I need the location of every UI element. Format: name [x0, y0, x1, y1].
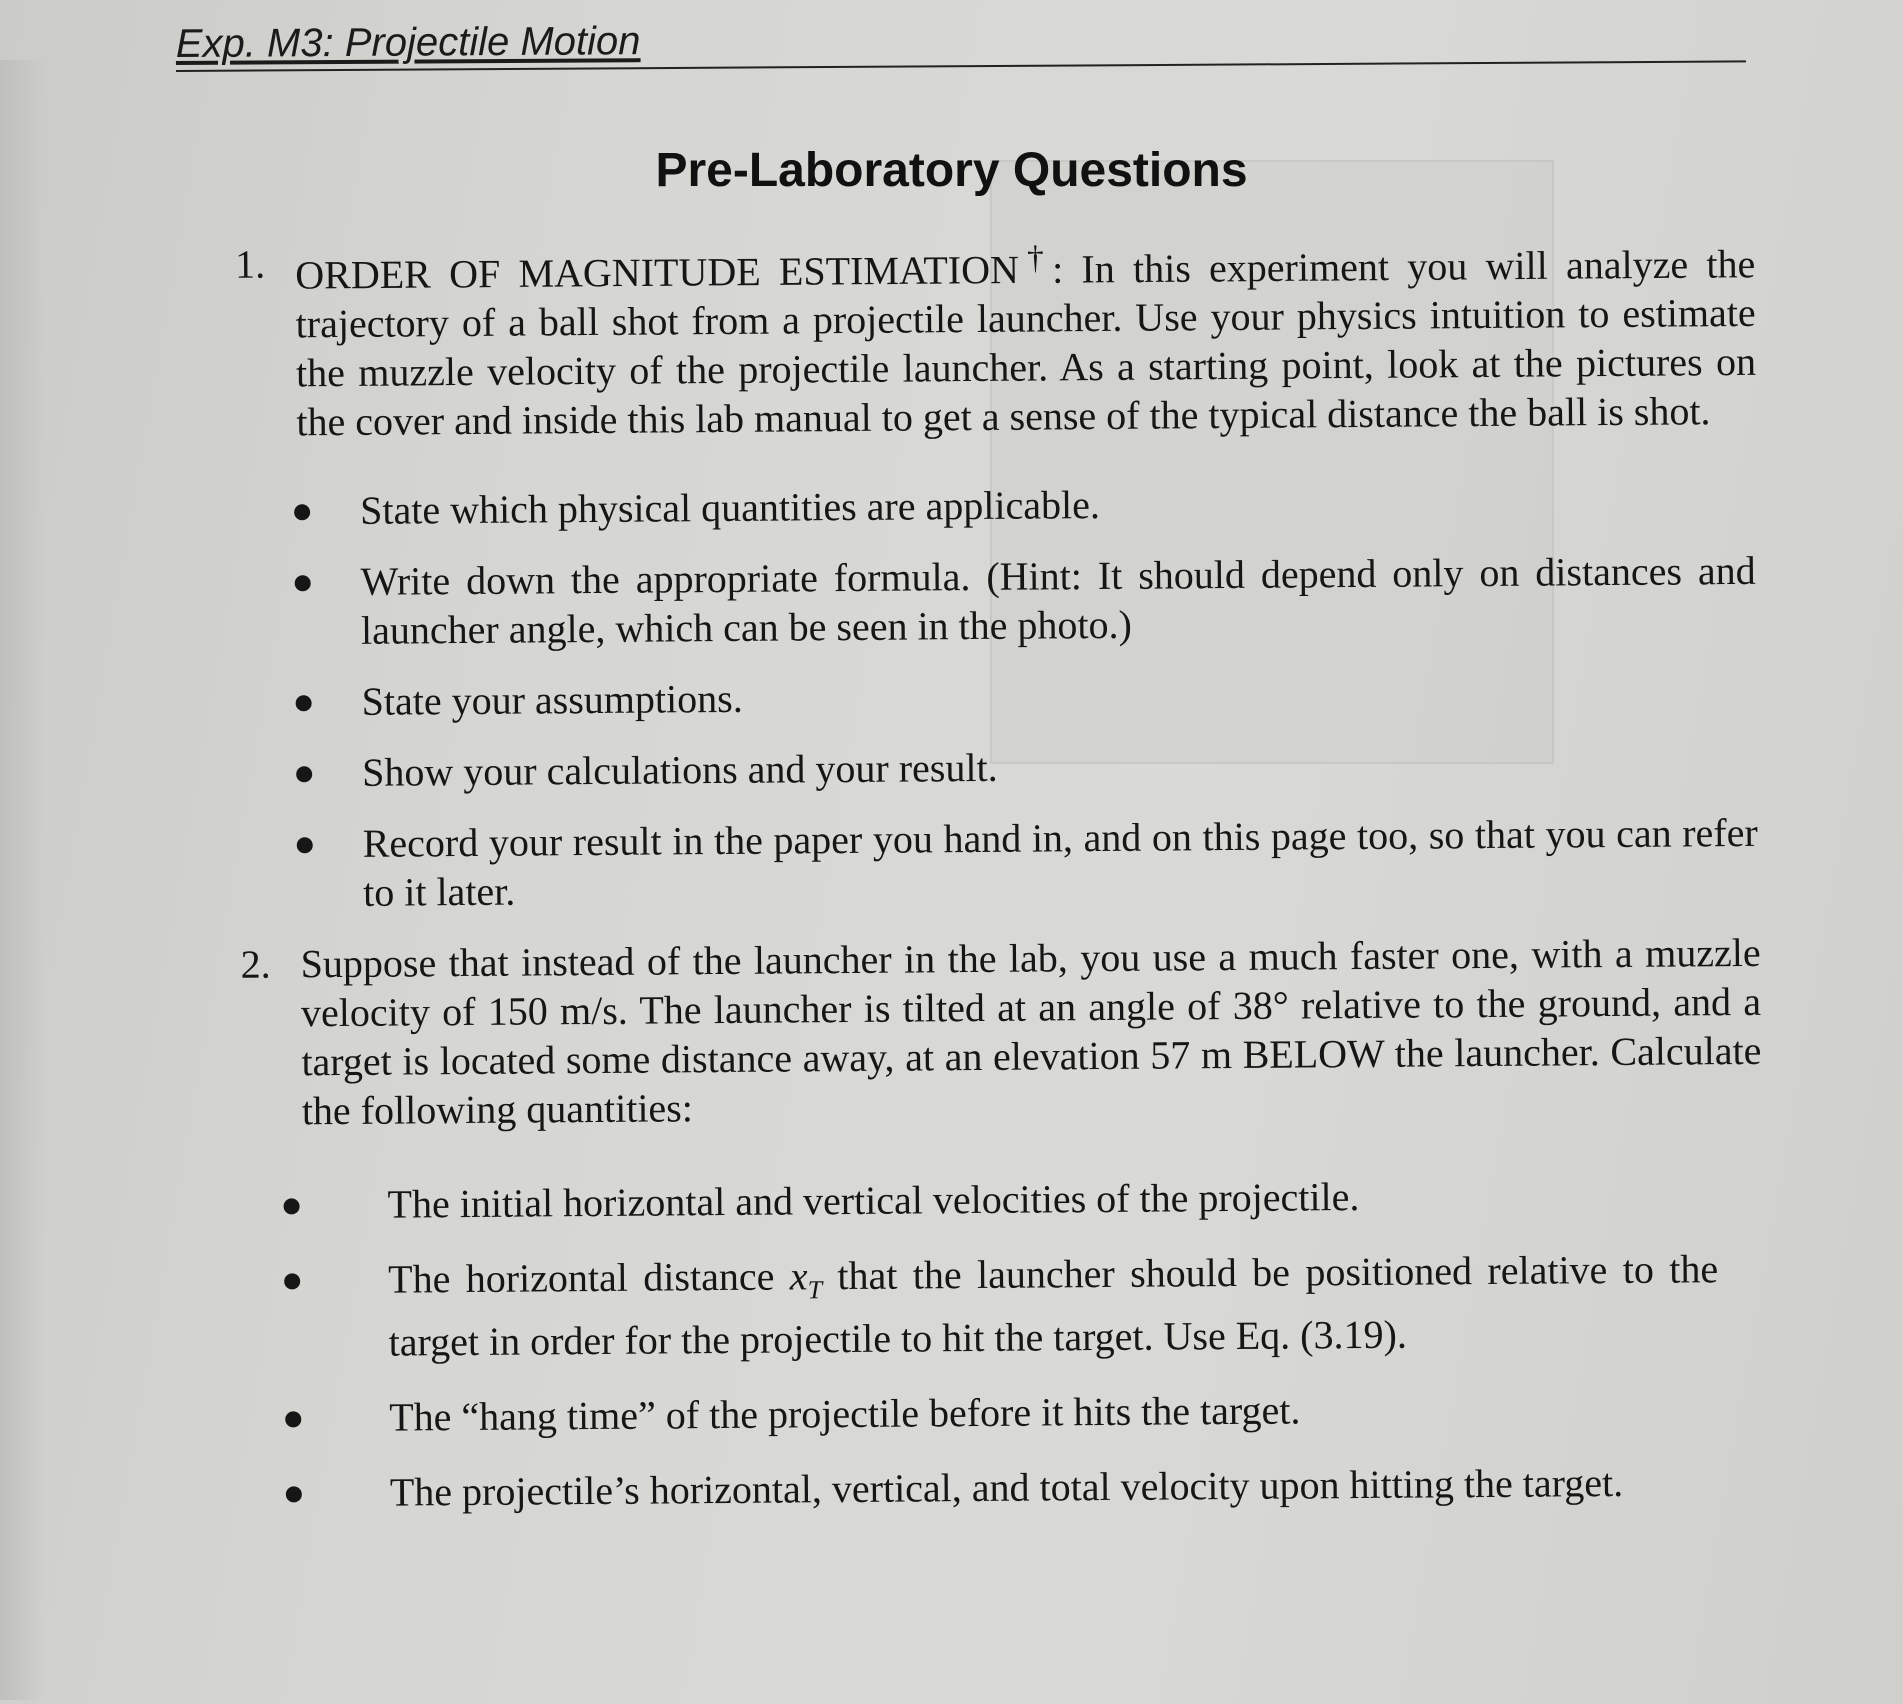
list-item	[296, 737, 1774, 798]
question-2-bullets	[217, 1169, 1780, 1518]
list-item	[295, 666, 1773, 727]
footnote-mark: †	[1018, 239, 1053, 277]
question-text	[295, 228, 1757, 447]
bullet-icon	[286, 1487, 302, 1503]
bullet-icon	[297, 838, 313, 854]
question-number: 1.	[235, 241, 266, 287]
bullet-text-part: The horizontal distance	[387, 1253, 790, 1302]
page-header	[176, 12, 1746, 72]
variable-symbol: x	[789, 1253, 808, 1299]
question-1-bullets	[212, 475, 1775, 918]
question-1	[210, 228, 1772, 448]
experiment-title: Exp. M3: Projectile Motion	[175, 19, 641, 67]
list-item	[283, 1169, 1777, 1230]
bullet-text	[388, 1245, 1719, 1367]
math-variable	[789, 1253, 823, 1305]
page-margin-shadow	[0, 60, 45, 1700]
bullet-text: The projectile’s horizontal, vertical, and total velocity upon hitting the target.	[389, 1460, 1624, 1515]
bullet-icon	[294, 505, 310, 521]
bullet-icon	[295, 576, 311, 592]
bullet-text: Record your result in the paper you hand in, and on this page too, so that you can refer to it later.	[362, 810, 1758, 916]
list-item	[284, 1244, 1779, 1368]
question-2	[216, 928, 1777, 1136]
bullet-text: State which physical quantities are applicable.	[359, 482, 1101, 534]
bullet-icon	[285, 1412, 301, 1428]
question-label: ORDER OF MAGNITUDE ESTIMATION	[295, 246, 1020, 298]
list-item	[297, 808, 1776, 918]
list-item	[294, 475, 1772, 536]
section-title: Pre-Laboratory Questions	[655, 144, 1248, 197]
bullet-text: Show your calculations and your result.	[362, 745, 998, 796]
bullet-icon	[296, 696, 312, 712]
bullet-icon	[284, 1274, 300, 1290]
bullet-icon	[284, 1199, 300, 1215]
list-item	[286, 1457, 1780, 1518]
bullet-icon	[296, 767, 312, 783]
question-number: 2.	[240, 941, 271, 988]
list-item	[294, 546, 1773, 656]
bullet-text: Write down the appropriate formula. (Hint: It should depend only on distances and launcher angle, which can be seen in the photo.)	[360, 548, 1756, 654]
bullet-text: The “hang time” of the projectile before it hits the target.	[389, 1387, 1301, 1440]
question-text: Suppose that instead of the launcher in the lab, you use a much faster one, with a muzzle velocity of 150 m/s. The launcher is tilted at an angle of 38° relative to the ground, and a target is located some distance away, at an elevation 57 m BELOW the launcher. Calculate the following quantities:	[300, 930, 1762, 1134]
bullet-text-part: that the launcher should be positioned relative to the target in order for the projectile to hit the target. Use Eq. (3.19).	[388, 1246, 1719, 1365]
question-body: : In this experiment you will analyze the trajectory of a ball shot from a projectile launcher. Use your physics intuition to estimate the muzzle velocity of the projectile launcher. As a starting point, look at the pictures on the cover and inside this lab manual to get a sense of the typical distance the ball is shot.	[295, 241, 1757, 445]
bullet-text: The initial horizontal and vertical velocities of the projectile.	[387, 1174, 1360, 1227]
variable-subscript: T	[807, 1275, 823, 1305]
questions-content	[210, 228, 1780, 1545]
list-item	[285, 1382, 1779, 1443]
bullet-text: State your assumptions.	[361, 676, 743, 725]
